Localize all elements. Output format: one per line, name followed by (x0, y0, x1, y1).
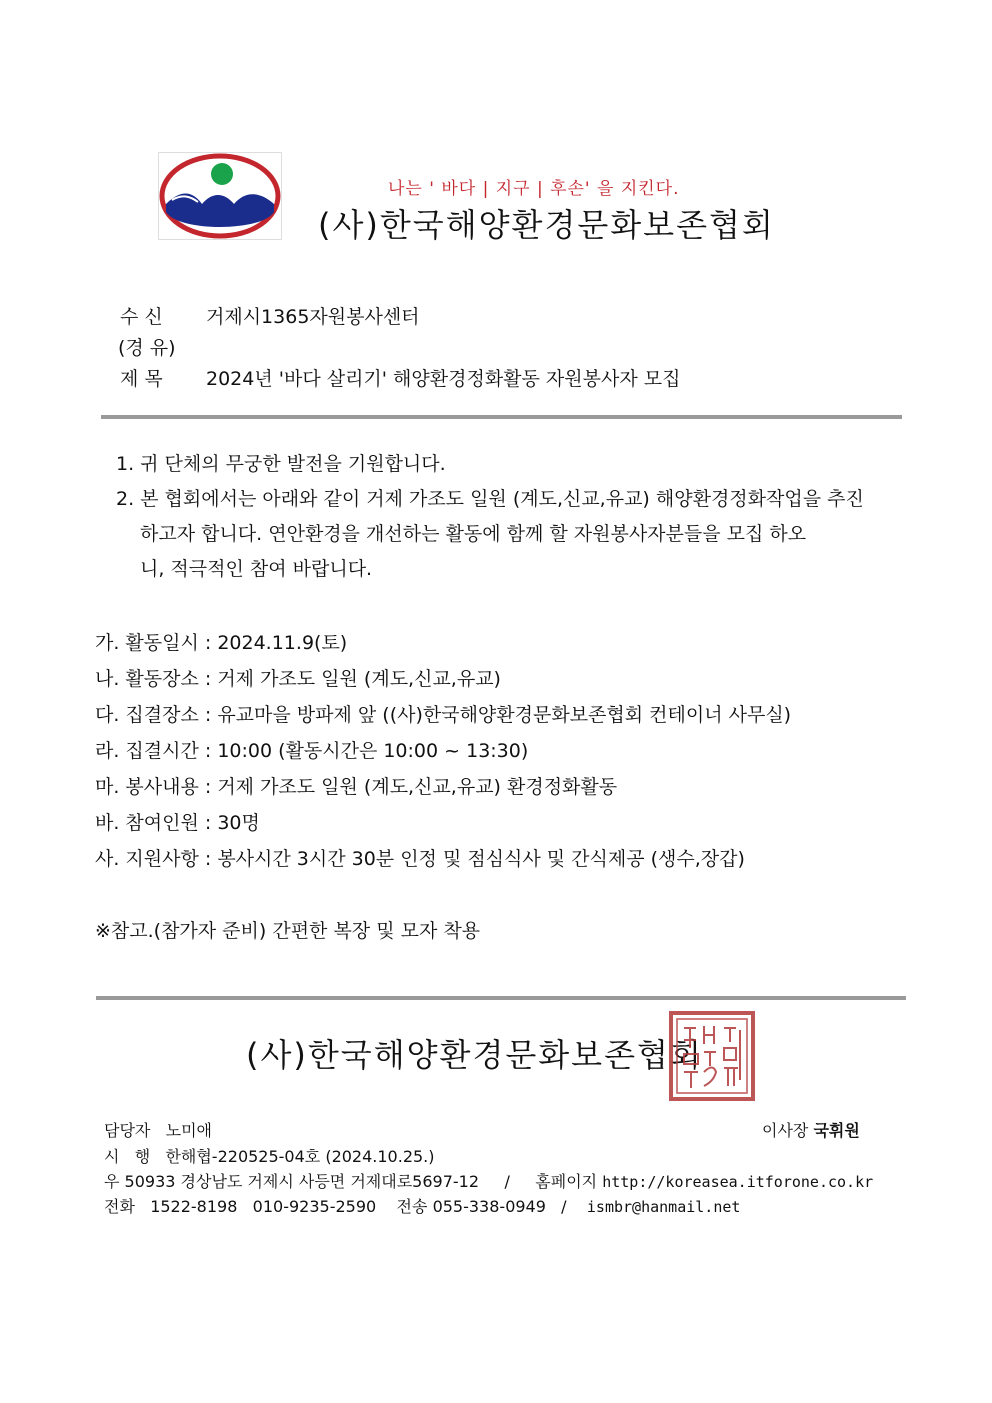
separator: / (504, 1172, 510, 1191)
phone-row (104, 1194, 740, 1217)
homepage-link[interactable]: http://koreasea.itforone.co.kr (602, 1173, 874, 1191)
phone-2: 010-9235-2590 (252, 1197, 377, 1216)
address: 우 50933 경상남도 거제시 사등면 거제대로5697-12 (104, 1172, 480, 1191)
subject-row (120, 364, 680, 391)
subject-label: 제 목 (120, 368, 163, 390)
fax-label: 전송 (396, 1197, 428, 1216)
via-label: (경 유) (118, 337, 176, 359)
paragraph-2-line-2: 하고자 합니다. 연안환경을 개선하는 활동에 함께 할 자원봉사자분들을 모집 하오 (140, 523, 807, 545)
doc-number: 한해협-220525-04호 (2024.10.25.) (165, 1147, 435, 1166)
contact-label: 담당자 (104, 1121, 151, 1140)
doc-label: 시 행 (104, 1147, 151, 1166)
detail-item: 바. 참여인원 : 30명 (95, 812, 260, 834)
separator: / (561, 1197, 567, 1216)
phone-1: 1522-8198 (150, 1197, 238, 1216)
paragraph-2-line-3: 니, 적극적인 참여 바랍니다. (140, 558, 373, 580)
contact-row (104, 1118, 212, 1141)
chair-label: 이사장 (762, 1121, 809, 1140)
email-link[interactable]: ismbr@hanmail.net (586, 1198, 741, 1216)
paragraph-2-line-1: 2. 본 협회에서는 아래와 같이 거제 가조도 일원 (계도,신교,유교) 해양환경정화작업을 추진 (116, 488, 864, 510)
detail-item: 가. 활동일시 : 2024.11.9(토) (95, 632, 348, 654)
chair-row (762, 1118, 860, 1141)
doc-number-row (104, 1144, 435, 1167)
homepage-label: 홈페이지 (535, 1172, 598, 1191)
phone-label: 전화 (104, 1197, 135, 1216)
detail-item: 사. 지원사항 : 봉사시간 3시간 30분 인정 및 점심식사 및 간식제공 (생수,장갑) (95, 848, 745, 870)
detail-item: 라. 집결시간 : 10:00 (활동시간은 10:00 ~ 13:30) (95, 740, 529, 762)
note: ※참고.(참가자 준비) 간편한 복장 및 모자 착용 (95, 920, 481, 942)
detail-item: 다. 집결장소 : 유교마을 방파제 앞 ((사)한국해양환경문화보존협회 컨테이너 사무실) (95, 704, 792, 726)
recipient-label: 수 신 (120, 306, 163, 328)
org-title: (사)한국해양환경문화보존협회 (318, 206, 775, 244)
footer-org-name: (사)한국해양환경문화보존협회 (246, 1036, 703, 1074)
address-row (104, 1169, 873, 1192)
recipient-row (120, 302, 420, 329)
fax-number: 055-338-0949 (432, 1197, 546, 1216)
sea-logo-icon (158, 152, 282, 240)
chair-name: 국휘원 (813, 1121, 860, 1140)
official-seal-icon (668, 1010, 756, 1102)
detail-item: 마. 봉사내용 : 거제 가조도 일원 (계도,신교,유교) 환경정화활동 (95, 776, 618, 798)
header-divider (101, 415, 902, 419)
contact-name: 노미애 (165, 1121, 213, 1140)
detail-item: 나. 활동장소 : 거제 가조도 일원 (계도,신교,유교) (95, 668, 501, 690)
paragraph-1: 1. 귀 단체의 무궁한 발전을 기원합니다. (116, 453, 446, 475)
footer-divider (96, 996, 906, 1000)
subject-value: 2024년 '바다 살리기' 해양환경정화활동 자원봉사자 모집 (206, 368, 681, 390)
recipient-value: 거제시1365자원봉사센터 (206, 306, 420, 328)
slogan: 나는 ' 바다 | 지구 | 후손' 을 지킨다. (388, 179, 680, 199)
